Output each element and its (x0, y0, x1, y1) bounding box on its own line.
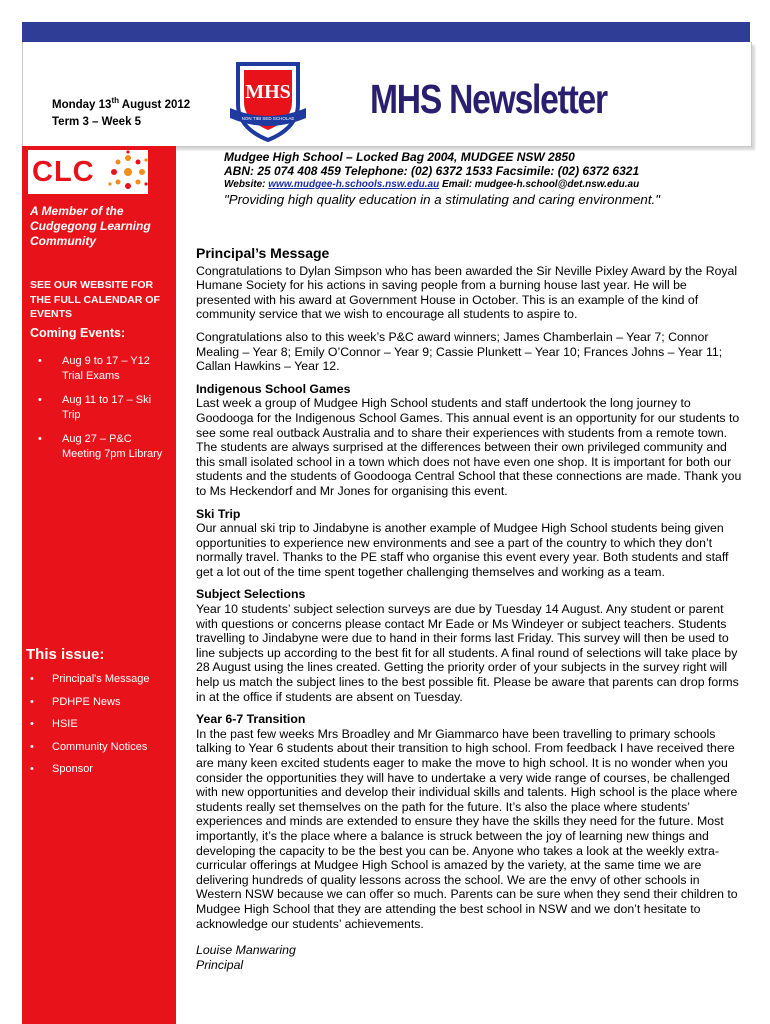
list-item: • Aug 11 to 17 – Ski Trip (30, 393, 172, 423)
list-item: • HSIE (30, 717, 172, 740)
list-item: • Principal's Message (30, 672, 172, 695)
school-email: Email: mudgee-h.school@det.nsw.edu.au (439, 179, 640, 190)
logo-letters: MHS (245, 81, 291, 103)
school-contact-block (224, 150, 639, 192)
list-item: • Aug 9 to 17 – Y12 Trial Exams (30, 354, 172, 384)
school-web-email: Website: www.mudgee-h.schools.nsw.edu.au Email: mudgee-h.school@det.nsw.edu.au (224, 179, 640, 190)
paragraph: Year 10 students’ subject selection surveys are due by Tuesday 14 August. Any student or parent with questions or concerns please contact Mr Eade or Ms Windeyer or subject teachers. Students travelling to Jindabyne were due to hand in their forms last Friday. This survey will then be used to line subjects up according to the best fit for all students. A final round of selections will take place by 28 August using the lines created. Getting the priority order of your subjects in the survey right will help us match the subject lines to the best possible fit. Please be aware that parents can drop forms in at the office if students are absent on Tuesday. (196, 602, 739, 704)
this-issue-heading: This issue: (26, 646, 105, 663)
paragraph: Congratulations also to this week’s P&C award winners; James Chamberlain – Year 7; Connor Mealing – Year 8; Emily O’Connor – Year 9; Cassie Plunkett – Year 10; Frances Johns – Year 11; Callan Hawkins – Year 12. (196, 329, 723, 374)
term-week: Term 3 – Week 5 (52, 116, 142, 128)
clc-logo-text: CLC (32, 156, 95, 188)
school-phone: ABN: 25 074 408 459 Telephone: (02) 6372 1533 Facsimile: (02) 6372 6321 (224, 164, 640, 178)
section-title: Indigenous School Games (196, 381, 351, 396)
issue-date: Monday 13th August 2012 (52, 96, 191, 111)
paragraph: Our annual ski trip to Jindabyne is another example of Mudgee High School students being given opportunities to experience new environments and see a part of the country to which they don’t normally travel. Thanks to the PE staff who organise this event every year. Both students and staff get a lot out of the time spent together challenging themselves and working as a team. (196, 521, 729, 579)
school-crest-logo (228, 58, 308, 144)
article-body (196, 246, 744, 972)
top-bar (22, 22, 750, 42)
list-item: • PDHPE News (30, 695, 172, 718)
website-calendar-note: SEE OUR WEBSITE FOR THE FULL CALENDAR OF EVENTS (30, 279, 160, 320)
signature-name: Louise Manwaring (196, 943, 296, 958)
this-issue-list (30, 672, 172, 785)
list-item: • Community Notices (30, 740, 172, 763)
paragraph: Congratulations to Dylan Simpson who has been awarded the Sir Neville Pixley Award by the Royal Humane Society for his actions in saving people from a burning house last year. He will be presented with his award at Government House in October. This is an example of the kind of community service that we wish to encourage all students to aspire to. (196, 263, 738, 322)
school-address: Mudgee High School – Locked Bag 2004, MUDGEE NSW 2850 (224, 150, 575, 164)
sunburst-icon (106, 150, 150, 194)
list-item: • Sponsor (30, 762, 172, 785)
website-link[interactable]: www.mudgee-h.schools.nsw.edu.au (268, 179, 440, 190)
coming-events-heading: Coming Events: (30, 326, 126, 340)
clc-logo (28, 150, 148, 194)
coming-events-list (30, 354, 172, 471)
paragraph: Last week a group of Mudgee High School students and staff undertook the long journey to Goodooga for the Indigenous School Games. This annual event is an opportunity for our students to see some real outback Australia and to share their experiences with students from a remote town. The students are always surprised at the differences between their own privileged community and this small isolated school in a town which does not have even one shop. It is important for both our students and the students of Goodooga Central School that these connections are made. Thank you to Ms Heckendorf and Mr Jones for organising this event. (196, 396, 742, 498)
section-title: Subject Selections (196, 587, 306, 602)
signature (196, 943, 744, 972)
logo-motto: NON TIBI SED SCHOLAE (241, 116, 295, 121)
section-title: Year 6-7 Transition (196, 712, 306, 727)
learning-community-note: A Member of the Cudgegong Learning Community (30, 204, 151, 248)
school-motto: "Providing high quality education in a stimulating and caring environment." (224, 192, 660, 207)
list-item: • Aug 27 – P&C Meeting 7pm Library (30, 432, 172, 462)
article-heading: Principal’s Message (196, 245, 330, 261)
signature-role: Principal (196, 957, 244, 972)
section-title: Ski Trip (196, 506, 241, 521)
paragraph: In the past few weeks Mrs Broadley and Mr Giammarco have been travelling to primary schools talking to Year 6 students about their transition to high school. From feedback I have received there are many keen excited students eager to make the move to high school. It is no wonder when you consider the opportunities they will have to undertake a very wide range of courses, be challenged with new opportunities and develop their individual skills and talents. High school is the place where students really set themselves on the path for the future. It’s also the place where students’ experiences and minds are extended to ensure they have the skills they need for the future. Most importantly, it’s the place where a balance is struck between the joy of learning new things and developing the capacity to be the best you can be. Anyone who takes a look at the weekly extra-curricular offerings at Mudgee High School is amazed by the variety, at the same time we are delivering hundreds of quality lessons across the school. We are the envy of other schools in Western NSW because we can offer so much. Parents can be sure when they send their children to Mudgee High School that they are attending the best school in NSW and we don’t hesitate to acknowledge our students’ achievements. (196, 726, 738, 931)
newsletter-title: MHS Newsletter (370, 76, 607, 122)
